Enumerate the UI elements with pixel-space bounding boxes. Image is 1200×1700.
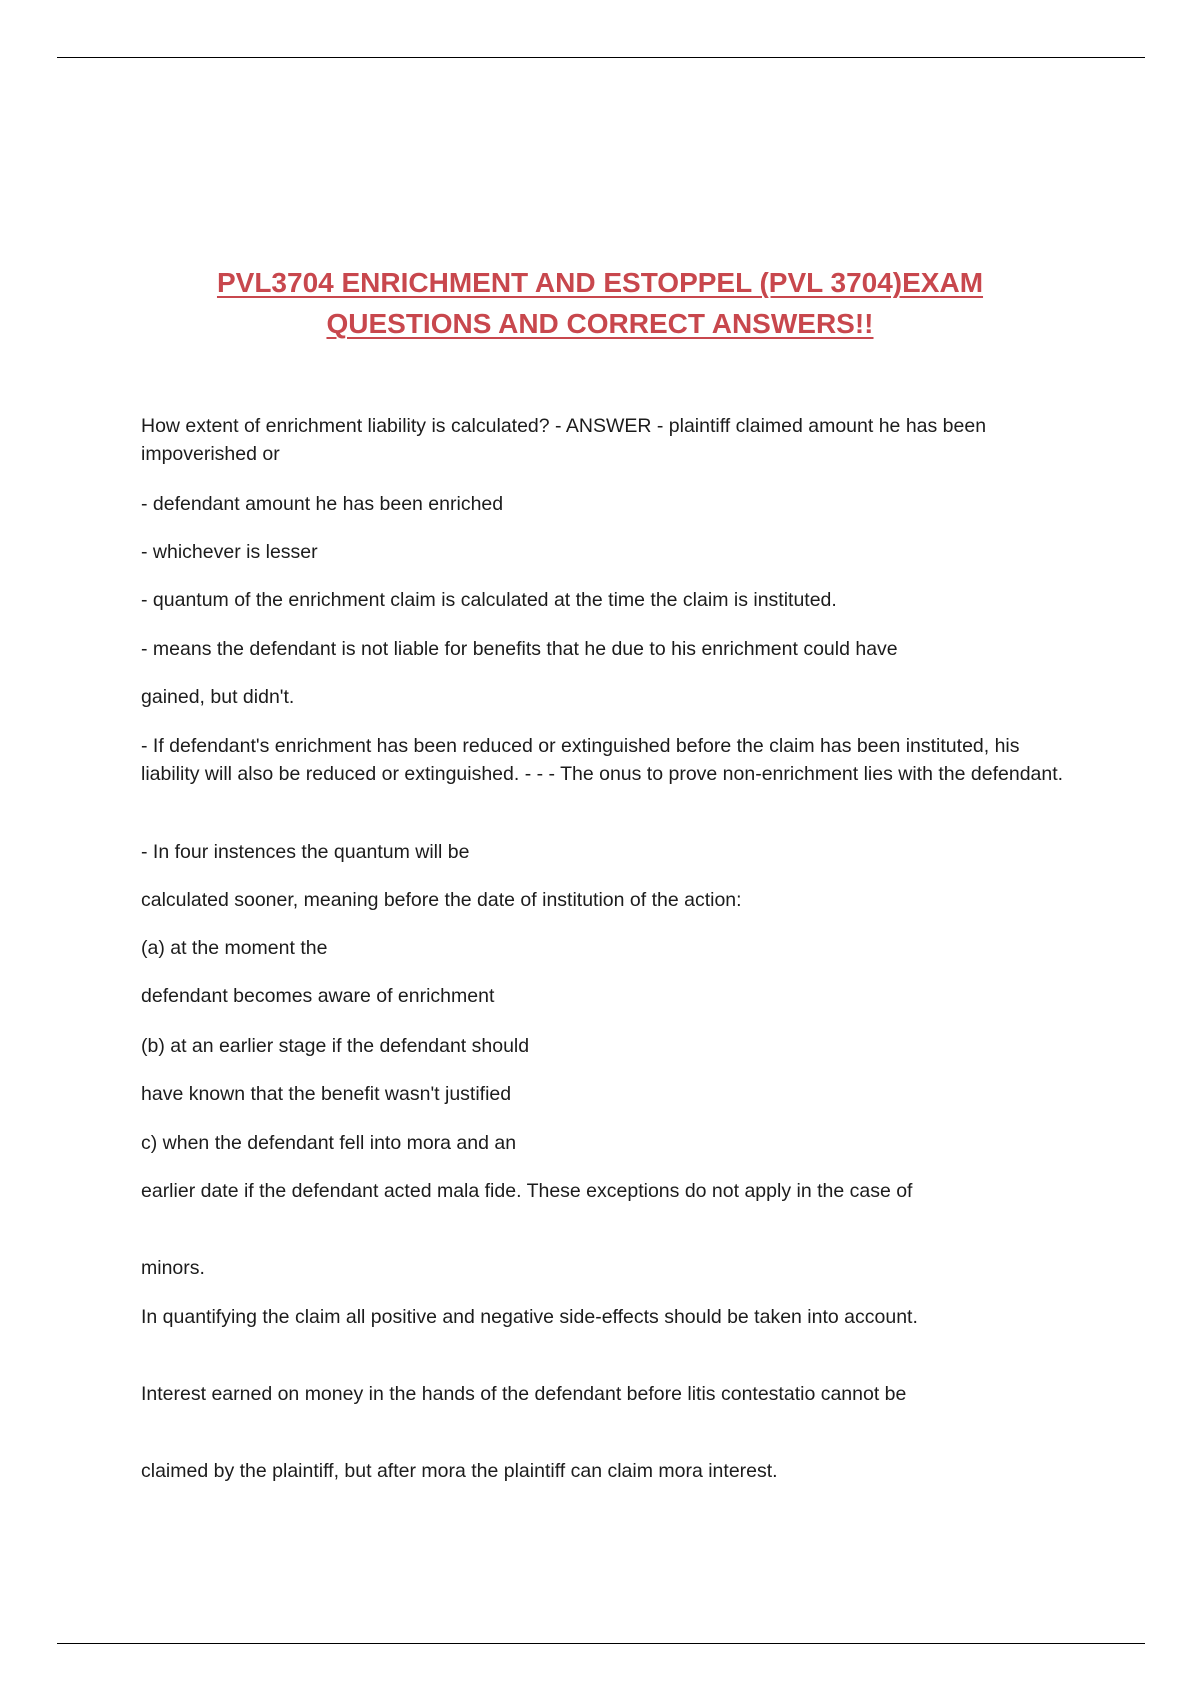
bottom-rule (57, 1643, 1145, 1644)
paragraph: have known that the benefit wasn't justified (141, 1083, 512, 1105)
document-title (120, 262, 1080, 344)
paragraph: minors. (141, 1257, 205, 1279)
paragraph: - defendant amount he has been enriched (141, 493, 504, 515)
paragraph: - If defendant's enrichment has been reduced or extinguished before the claim has been instituted, his liability will also be reduced or extinguished. - - - The onus to prove non-enrichment lies with the defendant. (141, 735, 1064, 785)
paragraph: defendant becomes aware of enrichment (141, 985, 495, 1007)
title-line-1: PVL3704 ENRICHMENT AND ESTOPPEL (PVL 3704)EXAM (216, 267, 984, 298)
paragraph: - means the defendant is not liable for benefits that he due to his enrichment could have (141, 638, 898, 660)
paragraph: - whichever is lesser (141, 541, 318, 563)
paragraph: claimed by the plaintiff, but after mora the plaintiff can claim mora interest. (141, 1460, 778, 1482)
top-rule (57, 57, 1145, 58)
paragraph: How extent of enrichment liability is calculated? - ANSWER - plaintiff claimed amount he has been impoverished or (141, 415, 987, 465)
paragraph: Interest earned on money in the hands of the defendant before litis contestatio cannot be (141, 1383, 907, 1405)
paragraph: (a) at the moment the (141, 937, 328, 959)
paragraph: c) when the defendant fell into mora and an (141, 1132, 517, 1154)
paragraph: - quantum of the enrichment claim is calculated at the time the claim is instituted. (141, 589, 837, 611)
title-line-2: QUESTIONS AND CORRECT ANSWERS!! (326, 308, 874, 339)
paragraph: (b) at an earlier stage if the defendant should (141, 1035, 530, 1057)
paragraph: In quantifying the claim all positive and negative side-effects should be taken into account. (141, 1306, 918, 1328)
paragraph: - In four instences the quantum will be (141, 841, 470, 863)
paragraph: earlier date if the defendant acted mala fide. These exceptions do not apply in the case of (141, 1180, 913, 1202)
paragraph: gained, but didn't. (141, 686, 295, 708)
paragraph: calculated sooner, meaning before the date of institution of the action: (141, 889, 742, 911)
